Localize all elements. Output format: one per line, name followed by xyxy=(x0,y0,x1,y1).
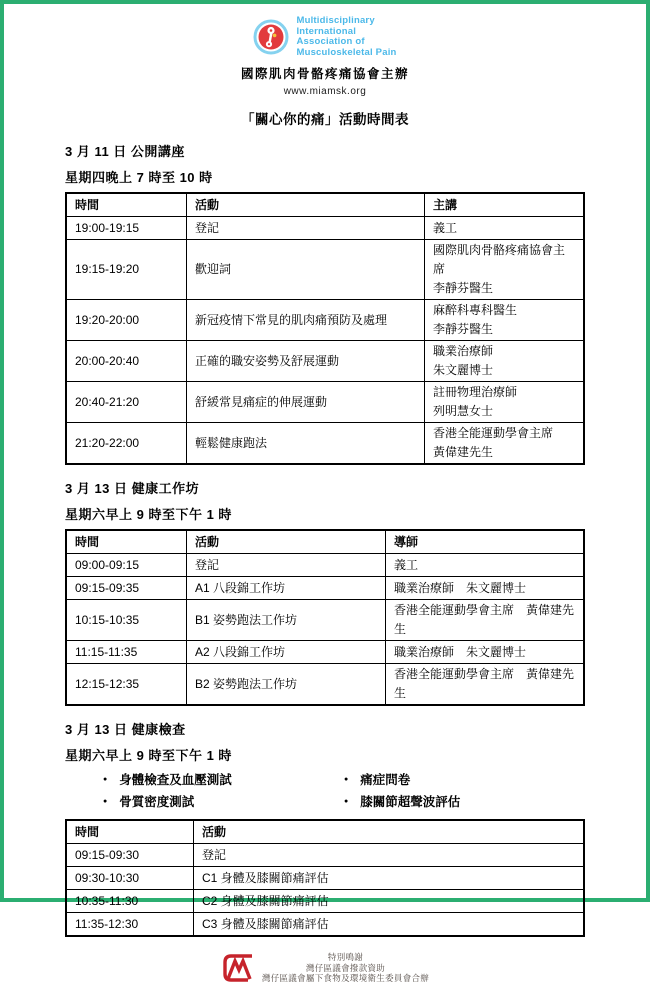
table-cell: 香港全能運動學會主席 黃偉建先生 xyxy=(386,664,585,706)
table-cell: 正確的職安姿勢及舒展運動 xyxy=(187,341,425,382)
table-row xyxy=(66,382,584,423)
table-cell: 新冠疫情下常見的肌肉痛預防及處理 xyxy=(187,300,425,341)
table-row xyxy=(66,600,584,641)
bullet-text: 膝關節超聲波評估 xyxy=(360,795,461,809)
bullet-item xyxy=(103,769,344,791)
bullet-text: 骨質密度測試 xyxy=(119,795,195,809)
website-text: www.miamsk.org xyxy=(283,86,367,97)
table-row xyxy=(66,664,584,706)
section-public-lecture xyxy=(65,141,585,465)
table-row xyxy=(66,300,584,341)
table-row xyxy=(66,844,584,867)
table-cell: 登記 xyxy=(187,217,425,240)
bullet-dot-icon: ● xyxy=(344,798,349,805)
column-header: 主講 xyxy=(425,193,585,217)
section-health-check xyxy=(65,719,585,937)
table-cell: 麻醉科專科醫生 李靜芬醫生 xyxy=(425,300,585,341)
section-subheading: 星期六早上 9 時至下午 1 時 xyxy=(65,748,232,763)
column-header: 時間 xyxy=(66,530,187,554)
section-health-workshop xyxy=(65,478,585,706)
table-row xyxy=(66,577,584,600)
column-header: 導師 xyxy=(386,530,585,554)
table-cell: 09:30-10:30 xyxy=(66,867,194,890)
table-cell: A1 八段錦工作坊 xyxy=(187,577,386,600)
bullet-item xyxy=(344,791,585,813)
table-cell: 輕鬆健康跑法 xyxy=(187,423,425,465)
table-cell: 09:15-09:30 xyxy=(66,844,194,867)
health-check-bullet-list xyxy=(103,769,585,813)
table-cell: 舒緩常見痛症的伸展運動 xyxy=(187,382,425,423)
table-cell: 11:35-12:30 xyxy=(66,913,194,937)
musculoskeletal-joint-logo-icon xyxy=(253,19,289,55)
table-cell: B1 姿勢跑法工作坊 xyxy=(187,600,386,641)
table-cell: A2 八段錦工作坊 xyxy=(187,641,386,664)
table-row xyxy=(66,913,584,937)
column-header: 時間 xyxy=(66,820,194,844)
acknowledgement-line: 灣仔區議會撥款資助 xyxy=(305,962,386,973)
table-cell: 12:15-12:35 xyxy=(66,664,187,706)
table-header-row xyxy=(66,193,584,217)
section-heading: 3 月 13 日 健康檢查 xyxy=(65,722,186,737)
table-cell: 職業治療師 朱文麗博士 xyxy=(386,641,585,664)
table-cell: 10:35-11:30 xyxy=(66,890,194,913)
column-header: 活動 xyxy=(187,530,386,554)
table-row xyxy=(66,423,584,465)
association-logo-block xyxy=(4,16,646,58)
table-row xyxy=(66,554,584,577)
bullet-text: 痛症問卷 xyxy=(360,773,411,787)
bullet-column xyxy=(103,769,344,813)
table-cell: 登記 xyxy=(194,844,585,867)
table-cell: 歡迎詞 xyxy=(187,240,425,300)
column-header: 活動 xyxy=(187,193,425,217)
table-cell: 21:20-22:00 xyxy=(66,423,187,465)
table-row xyxy=(66,240,584,300)
table-cell: 註冊物理治療師 列明慧女士 xyxy=(425,382,585,423)
schedule-table-health-workshop xyxy=(65,529,585,706)
acknowledgement-text xyxy=(262,952,429,984)
association-name-line: Multidisciplinary xyxy=(296,15,375,26)
table-cell: 義工 xyxy=(386,554,585,577)
bullet-item xyxy=(103,791,344,813)
section-subheading: 星期六早上 9 時至下午 1 時 xyxy=(65,507,232,522)
table-cell: C1 身體及膝關節痛評估 xyxy=(194,867,585,890)
table-cell: 19:15-19:20 xyxy=(66,240,187,300)
bullet-item xyxy=(344,769,585,791)
table-cell: 11:15-11:35 xyxy=(66,641,187,664)
bullet-dot-icon: ● xyxy=(344,776,349,783)
table-cell: 19:00-19:15 xyxy=(66,217,187,240)
acknowledgement-line: 灣仔區議會屬下食物及環境衛生委員會合辦 xyxy=(261,973,430,984)
column-header: 時間 xyxy=(66,193,187,217)
table-cell: 香港全能運動學會主席 黃偉建先生 xyxy=(386,600,585,641)
table-cell: 職業治療師 朱文麗博士 xyxy=(425,341,585,382)
table-cell: 20:40-21:20 xyxy=(66,382,187,423)
association-name-line: Association of xyxy=(296,36,365,47)
schedule-table-public-lecture xyxy=(65,192,585,465)
table-row xyxy=(66,867,584,890)
page-title: 「關心你的痛」活動時間表 xyxy=(241,112,409,127)
association-name-line: Musculoskeletal Pain xyxy=(296,46,397,58)
table-row xyxy=(66,217,584,240)
table-cell: 09:15-09:35 xyxy=(66,577,187,600)
table-cell: 09:00-09:15 xyxy=(66,554,187,577)
bullet-dot-icon: ● xyxy=(103,776,108,783)
table-row xyxy=(66,641,584,664)
table-cell: 義工 xyxy=(425,217,585,240)
bullet-dot-icon: ● xyxy=(103,798,108,805)
column-header: 活動 xyxy=(194,820,585,844)
association-name-line: International xyxy=(296,25,357,37)
table-cell: 國際肌肉骨骼疼痛協會主席 李靜芬醫生 xyxy=(425,240,585,300)
bullet-text: 身體檢查及血壓測試 xyxy=(119,773,232,787)
footer xyxy=(4,952,646,984)
section-heading: 3 月 13 日 健康工作坊 xyxy=(65,481,200,496)
table-cell: C3 身體及膝關節痛評估 xyxy=(194,913,585,937)
header xyxy=(4,4,646,97)
schedule-table-health-check xyxy=(65,819,585,937)
table-cell: B2 姿勢跑法工作坊 xyxy=(187,664,386,706)
table-cell: 19:20-20:00 xyxy=(66,300,187,341)
section-subheading: 星期四晚上 7 時至 10 時 xyxy=(65,170,213,185)
table-cell: 職業治療師 朱文麗博士 xyxy=(386,577,585,600)
table-row xyxy=(66,341,584,382)
table-row xyxy=(66,890,584,913)
table-cell: 10:15-10:35 xyxy=(66,600,187,641)
wan-chai-district-council-logo-icon xyxy=(221,952,257,984)
bullet-column xyxy=(344,769,585,813)
association-name xyxy=(296,16,396,58)
table-cell: C2 身體及膝關節痛評估 xyxy=(194,890,585,913)
table-header-row xyxy=(66,530,584,554)
acknowledgement-line: 特別鳴謝 xyxy=(327,952,364,963)
table-header-row xyxy=(66,820,584,844)
section-heading: 3 月 11 日 公開講座 xyxy=(65,144,185,159)
organizer-text: 國際肌肉骨骼疼痛協會主辦 xyxy=(240,67,409,81)
table-cell: 登記 xyxy=(187,554,386,577)
table-cell: 香港全能運動學會主席 黃偉建先生 xyxy=(425,423,585,465)
table-cell: 20:00-20:40 xyxy=(66,341,187,382)
